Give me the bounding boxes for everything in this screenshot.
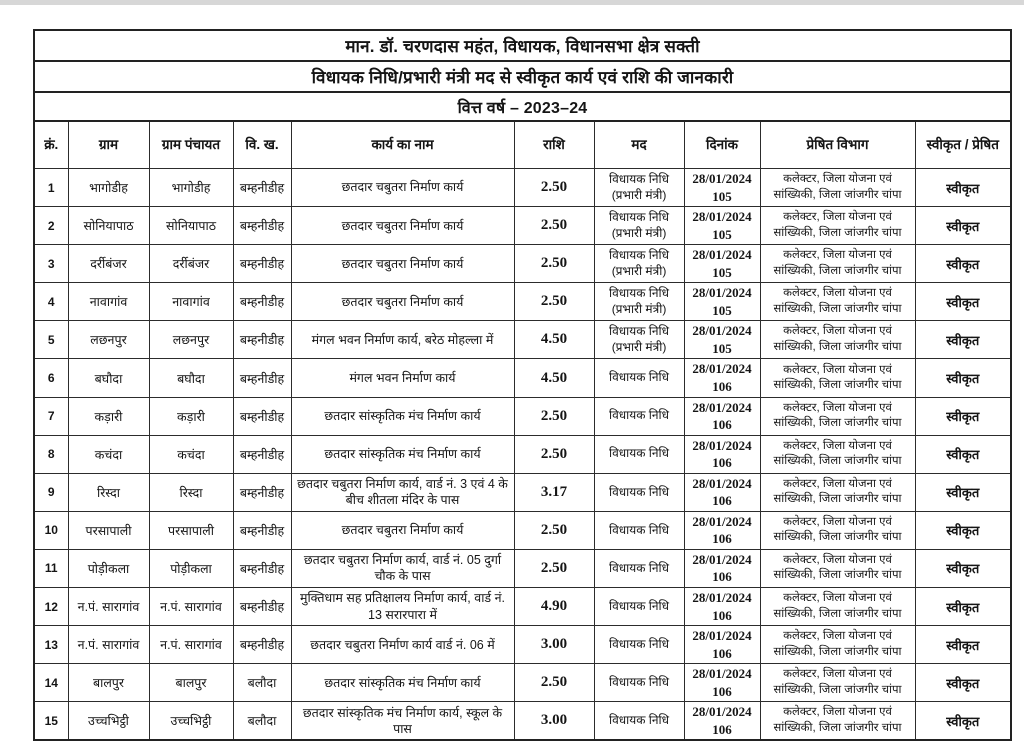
cell-date: 28/01/2024 xyxy=(692,437,752,453)
cell-fund-head: विधायक निधि (प्रभारी मंत्री) xyxy=(594,207,684,245)
cell-sent-department: कलेक्टर, जिला योजना एवं सांख्यिकी, जिला जांजगीर चांपा xyxy=(760,702,915,741)
cell-fund-head: विधायक निधि xyxy=(594,588,684,626)
cell-vikas-khand: बम्हनीडीह xyxy=(233,169,291,207)
cell-vikas-khand: बलौदा xyxy=(233,702,291,741)
cell-date-ref xyxy=(684,359,760,397)
col-header-date: दिनांक xyxy=(684,121,760,169)
cell-serial-number: 13 xyxy=(34,626,68,664)
col-header-panchayat: ग्राम पंचायत xyxy=(149,121,233,169)
cell-fund-head: विधायक निधि xyxy=(594,664,684,702)
cell-gram: न.पं. सारागांव xyxy=(68,626,149,664)
table-row xyxy=(34,435,1011,473)
cell-ref-number: 106 xyxy=(712,455,732,471)
cell-date-ref xyxy=(684,702,760,741)
col-header-work: कार्य का नाम xyxy=(291,121,514,169)
col-header-gram: ग्राम xyxy=(68,121,149,169)
cell-amount: 2.50 xyxy=(514,397,594,435)
cell-sent-department: कलेक्टर, जिला योजना एवं सांख्यिकी, जिला जांजगीर चांपा xyxy=(760,473,915,511)
cell-vikas-khand: बम्हनीडीह xyxy=(233,207,291,245)
cell-sent-department: कलेक्टर, जिला योजना एवं सांख्यिकी, जिला जांजगीर चांपा xyxy=(760,588,915,626)
cell-date: 28/01/2024 xyxy=(692,285,752,301)
cell-serial-number: 11 xyxy=(34,549,68,587)
cell-amount: 3.00 xyxy=(514,702,594,741)
col-header-sn: क्रं. xyxy=(34,121,68,169)
doc-title-line3: वित्त वर्ष – 2023–24 xyxy=(34,92,1011,121)
cell-date-ref xyxy=(684,435,760,473)
table-row xyxy=(34,245,1011,283)
cell-work-name: छतदार चबुतरा निर्माण कार्य xyxy=(291,207,514,245)
cell-approval-status: स्वीकृत xyxy=(915,397,1011,435)
cell-amount: 2.50 xyxy=(514,245,594,283)
cell-gram: दर्रीबंजर xyxy=(68,245,149,283)
cell-work-name: मंगल भवन निर्माण कार्य xyxy=(291,359,514,397)
table-row xyxy=(34,511,1011,549)
col-header-fund: मद xyxy=(594,121,684,169)
cell-sent-department: कलेक्टर, जिला योजना एवं सांख्यिकी, जिला जांजगीर चांपा xyxy=(760,169,915,207)
table-row xyxy=(34,283,1011,321)
cell-date: 28/01/2024 xyxy=(692,628,752,644)
cell-gram: लछनपुर xyxy=(68,321,149,359)
table-row xyxy=(34,626,1011,664)
cell-approval-status: स्वीकृत xyxy=(915,359,1011,397)
cell-sent-department: कलेक्टर, जिला योजना एवं सांख्यिकी, जिला जांजगीर चांपा xyxy=(760,549,915,587)
cell-work-name: छतदार सांस्कृतिक मंच निर्माण कार्य xyxy=(291,435,514,473)
cell-date: 28/01/2024 xyxy=(692,361,752,377)
cell-date: 28/01/2024 xyxy=(692,209,752,225)
cell-fund-head: विधायक निधि xyxy=(594,626,684,664)
cell-ref-number: 105 xyxy=(712,264,732,280)
cell-gram-panchayat: बघौदा xyxy=(149,359,233,397)
cell-gram-panchayat: उच्चभिट्ठी xyxy=(149,702,233,741)
cell-gram: बालपुर xyxy=(68,664,149,702)
cell-ref-number: 105 xyxy=(712,188,732,204)
cell-serial-number: 9 xyxy=(34,473,68,511)
doc-title-row-2 xyxy=(34,61,1011,92)
cell-approval-status: स्वीकृत xyxy=(915,664,1011,702)
cell-fund-head: विधायक निधि xyxy=(594,359,684,397)
doc-title-line1: मान. डॉ. चरणदास महंत, विधायक, विधानसभा क्षेत्र सक्ती xyxy=(34,30,1011,61)
cell-date-ref xyxy=(684,283,760,321)
cell-gram-panchayat: बालपुर xyxy=(149,664,233,702)
cell-fund-head: विधायक निधि (प्रभारी मंत्री) xyxy=(594,321,684,359)
cell-ref-number: 106 xyxy=(712,379,732,395)
cell-gram-panchayat: भागोडीह xyxy=(149,169,233,207)
cell-work-name: छतदार सांस्कृतिक मंच निर्माण कार्य xyxy=(291,397,514,435)
col-header-amount: राशि xyxy=(514,121,594,169)
cell-gram-panchayat: सोनियापाठ xyxy=(149,207,233,245)
cell-serial-number: 8 xyxy=(34,435,68,473)
cell-fund-head: विधायक निधि xyxy=(594,435,684,473)
cell-vikas-khand: बम्हनीडीह xyxy=(233,435,291,473)
cell-amount: 3.17 xyxy=(514,473,594,511)
cell-work-name: मंगल भवन निर्माण कार्य, बरेठ मोहल्ला में xyxy=(291,321,514,359)
cell-amount: 2.50 xyxy=(514,664,594,702)
cell-serial-number: 10 xyxy=(34,511,68,549)
cell-sent-department: कलेक्टर, जिला योजना एवं सांख्यिकी, जिला जांजगीर चांपा xyxy=(760,511,915,549)
cell-approval-status: स्वीकृत xyxy=(915,549,1011,587)
cell-serial-number: 14 xyxy=(34,664,68,702)
cell-amount: 3.00 xyxy=(514,626,594,664)
cell-approval-status: स्वीकृत xyxy=(915,702,1011,741)
cell-date: 28/01/2024 xyxy=(692,475,752,491)
table-row xyxy=(34,549,1011,587)
cell-fund-head: विधायक निधि xyxy=(594,473,684,511)
table-row xyxy=(34,397,1011,435)
cell-approval-status: स्वीकृत xyxy=(915,283,1011,321)
cell-approval-status: स्वीकृत xyxy=(915,435,1011,473)
cell-sent-department: कलेक्टर, जिला योजना एवं सांख्यिकी, जिला जांजगीर चांपा xyxy=(760,359,915,397)
cell-approval-status: स्वीकृत xyxy=(915,245,1011,283)
cell-amount: 4.50 xyxy=(514,359,594,397)
col-header-block: वि. ख. xyxy=(233,121,291,169)
cell-gram: न.पं. सारागांव xyxy=(68,588,149,626)
table-row xyxy=(34,359,1011,397)
cell-fund-head: विधायक निधि xyxy=(594,549,684,587)
cell-date-ref xyxy=(684,473,760,511)
cell-date: 28/01/2024 xyxy=(692,513,752,529)
cell-approval-status: स्वीकृत xyxy=(915,511,1011,549)
cell-date: 28/01/2024 xyxy=(692,171,752,186)
cell-gram-panchayat: कड़ारी xyxy=(149,397,233,435)
cell-ref-number: 105 xyxy=(712,340,732,356)
cell-ref-number: 106 xyxy=(712,683,732,699)
cell-vikas-khand: बम्हनीडीह xyxy=(233,245,291,283)
cell-approval-status: स्वीकृत xyxy=(915,626,1011,664)
cell-sent-department: कलेक्टर, जिला योजना एवं सांख्यिकी, जिला जांजगीर चांपा xyxy=(760,397,915,435)
cell-ref-number: 106 xyxy=(712,569,732,585)
table-row xyxy=(34,664,1011,702)
cell-serial-number: 2 xyxy=(34,207,68,245)
cell-gram-panchayat: दर्रीबंजर xyxy=(149,245,233,283)
cell-date-ref xyxy=(684,549,760,587)
cell-serial-number: 6 xyxy=(34,359,68,397)
cell-date: 28/01/2024 xyxy=(692,323,752,339)
cell-work-name: मुक्तिधाम सह प्रतिक्षालय निर्माण कार्य, वार्ड नं. 13 सरारपारा में xyxy=(291,588,514,626)
cell-gram: पोड़ीकला xyxy=(68,549,149,587)
cell-gram-panchayat: परसापाली xyxy=(149,511,233,549)
cell-approval-status: स्वीकृत xyxy=(915,207,1011,245)
cell-work-name: छतदार सांस्कृतिक मंच निर्माण कार्य xyxy=(291,664,514,702)
cell-sent-department: कलेक्टर, जिला योजना एवं सांख्यिकी, जिला जांजगीर चांपा xyxy=(760,435,915,473)
cell-approval-status: स्वीकृत xyxy=(915,321,1011,359)
cell-serial-number: 5 xyxy=(34,321,68,359)
cell-vikas-khand: बम्हनीडीह xyxy=(233,283,291,321)
cell-date-ref xyxy=(684,626,760,664)
cell-date-ref xyxy=(684,588,760,626)
cell-gram: रिस्दा xyxy=(68,473,149,511)
cell-vikas-khand: बम्हनीडीह xyxy=(233,321,291,359)
cell-sent-department: कलेक्टर, जिला योजना एवं सांख्यिकी, जिला जांजगीर चांपा xyxy=(760,245,915,283)
cell-amount: 2.50 xyxy=(514,283,594,321)
cell-vikas-khand: बम्हनीडीह xyxy=(233,588,291,626)
cell-approval-status: स्वीकृत xyxy=(915,169,1011,207)
cell-work-name: छतदार चबुतरा निर्माण कार्य xyxy=(291,245,514,283)
table-row xyxy=(34,473,1011,511)
cell-work-name: छतदार चबुतरा निर्माण कार्य xyxy=(291,169,514,207)
works-table xyxy=(33,29,1012,741)
cell-work-name: छतदार चबुतरा निर्माण कार्य xyxy=(291,283,514,321)
cell-approval-status: स्वीकृत xyxy=(915,588,1011,626)
cell-approval-status: स्वीकृत xyxy=(915,473,1011,511)
cell-fund-head: विधायक निधि xyxy=(594,397,684,435)
cell-amount: 2.50 xyxy=(514,435,594,473)
table-row xyxy=(34,321,1011,359)
cell-amount: 2.50 xyxy=(514,169,594,207)
col-header-status: स्वीकृत / प्रेषित xyxy=(915,121,1011,169)
cell-date: 28/01/2024 xyxy=(692,247,752,263)
cell-fund-head: विधायक निधि xyxy=(594,511,684,549)
cell-serial-number: 12 xyxy=(34,588,68,626)
cell-date: 28/01/2024 xyxy=(692,590,752,606)
cell-vikas-khand: बम्हनीडीह xyxy=(233,549,291,587)
scan-edge-strip xyxy=(0,0,1024,5)
cell-serial-number: 1 xyxy=(34,169,68,207)
cell-work-name: छतदार चबुतरा निर्माण कार्य वार्ड नं. 06 में xyxy=(291,626,514,664)
cell-date-ref xyxy=(684,245,760,283)
cell-ref-number: 106 xyxy=(712,417,732,433)
cell-gram: बघौदा xyxy=(68,359,149,397)
cell-gram: कड़ारी xyxy=(68,397,149,435)
cell-date-ref xyxy=(684,664,760,702)
col-header-dept: प्रेषित विभाग xyxy=(760,121,915,169)
cell-gram: भागोडीह xyxy=(68,169,149,207)
cell-gram: सोनियापाठ xyxy=(68,207,149,245)
cell-fund-head: विधायक निधि xyxy=(594,702,684,741)
cell-amount: 4.50 xyxy=(514,321,594,359)
cell-ref-number: 106 xyxy=(712,607,732,623)
cell-date-ref xyxy=(684,169,760,207)
cell-serial-number: 7 xyxy=(34,397,68,435)
cell-date-ref xyxy=(684,207,760,245)
cell-sent-department: कलेक्टर, जिला योजना एवं सांख्यिकी, जिला जांजगीर चांपा xyxy=(760,321,915,359)
cell-date-ref xyxy=(684,511,760,549)
cell-ref-number: 105 xyxy=(712,302,732,318)
cell-date: 28/01/2024 xyxy=(692,704,752,720)
cell-work-name: छतदार चबुतरा निर्माण कार्य, वार्ड नं. 05 दुर्गा चौक के पास xyxy=(291,549,514,587)
cell-sent-department: कलेक्टर, जिला योजना एवं सांख्यिकी, जिला जांजगीर चांपा xyxy=(760,626,915,664)
cell-date-ref xyxy=(684,321,760,359)
cell-serial-number: 15 xyxy=(34,702,68,741)
cell-gram-panchayat: रिस्दा xyxy=(149,473,233,511)
cell-gram: परसापाली xyxy=(68,511,149,549)
table-row xyxy=(34,588,1011,626)
cell-date: 28/01/2024 xyxy=(692,551,752,567)
table-row xyxy=(34,207,1011,245)
cell-date-ref xyxy=(684,397,760,435)
cell-fund-head: विधायक निधि (प्रभारी मंत्री) xyxy=(594,245,684,283)
cell-gram-panchayat: लछनपुर xyxy=(149,321,233,359)
cell-vikas-khand: बम्हनीडीह xyxy=(233,359,291,397)
cell-ref-number: 106 xyxy=(712,721,732,737)
cell-fund-head: विधायक निधि (प्रभारी मंत्री) xyxy=(594,169,684,207)
cell-vikas-khand: बलौदा xyxy=(233,664,291,702)
cell-amount: 2.50 xyxy=(514,549,594,587)
table-row xyxy=(34,702,1011,741)
cell-vikas-khand: बम्हनीडीह xyxy=(233,511,291,549)
cell-sent-department: कलेक्टर, जिला योजना एवं सांख्यिकी, जिला जांजगीर चांपा xyxy=(760,207,915,245)
cell-date: 28/01/2024 xyxy=(692,666,752,682)
cell-gram: उच्चभिट्ठी xyxy=(68,702,149,741)
cell-gram: नावागांव xyxy=(68,283,149,321)
cell-amount: 2.50 xyxy=(514,207,594,245)
cell-vikas-khand: बम्हनीडीह xyxy=(233,626,291,664)
doc-title-line2: विधायक निधि/प्रभारी मंत्री मद से स्वीकृत कार्य एवं राशि की जानकारी xyxy=(34,61,1011,92)
cell-vikas-khand: बम्हनीडीह xyxy=(233,397,291,435)
doc-title-row-3 xyxy=(34,92,1011,121)
cell-work-name: छतदार सांस्कृतिक मंच निर्माण कार्य, स्कूल के पास xyxy=(291,702,514,741)
cell-gram-panchayat: नावागांव xyxy=(149,283,233,321)
cell-ref-number: 106 xyxy=(712,531,732,547)
cell-amount: 4.90 xyxy=(514,588,594,626)
cell-amount: 2.50 xyxy=(514,511,594,549)
cell-date: 28/01/2024 xyxy=(692,399,752,415)
cell-gram-panchayat: पोड़ीकला xyxy=(149,549,233,587)
cell-work-name: छतदार चबुतरा निर्माण कार्य xyxy=(291,511,514,549)
cell-serial-number: 4 xyxy=(34,283,68,321)
doc-title-row-1 xyxy=(34,30,1011,61)
cell-serial-number: 3 xyxy=(34,245,68,283)
cell-ref-number: 106 xyxy=(712,493,732,509)
column-header-row xyxy=(34,121,1011,169)
cell-work-name: छतदार चबुतरा निर्माण कार्य, वार्ड नं. 3 एवं 4 के बीच शीतला मंदिर के पास xyxy=(291,473,514,511)
cell-vikas-khand: बम्हनीडीह xyxy=(233,473,291,511)
cell-sent-department: कलेक्टर, जिला योजना एवं सांख्यिकी, जिला जांजगीर चांपा xyxy=(760,283,915,321)
cell-ref-number: 106 xyxy=(712,645,732,661)
cell-gram-panchayat: न.पं. सारागांव xyxy=(149,626,233,664)
cell-sent-department: कलेक्टर, जिला योजना एवं सांख्यिकी, जिला जांजगीर चांपा xyxy=(760,664,915,702)
table-body xyxy=(34,169,1011,741)
cell-gram-panchayat: कचंदा xyxy=(149,435,233,473)
cell-fund-head: विधायक निधि (प्रभारी मंत्री) xyxy=(594,283,684,321)
cell-gram-panchayat: न.पं. सारागांव xyxy=(149,588,233,626)
works-table-container xyxy=(33,29,1010,741)
cell-ref-number: 105 xyxy=(712,226,732,242)
cell-gram: कचंदा xyxy=(68,435,149,473)
table-row xyxy=(34,169,1011,207)
